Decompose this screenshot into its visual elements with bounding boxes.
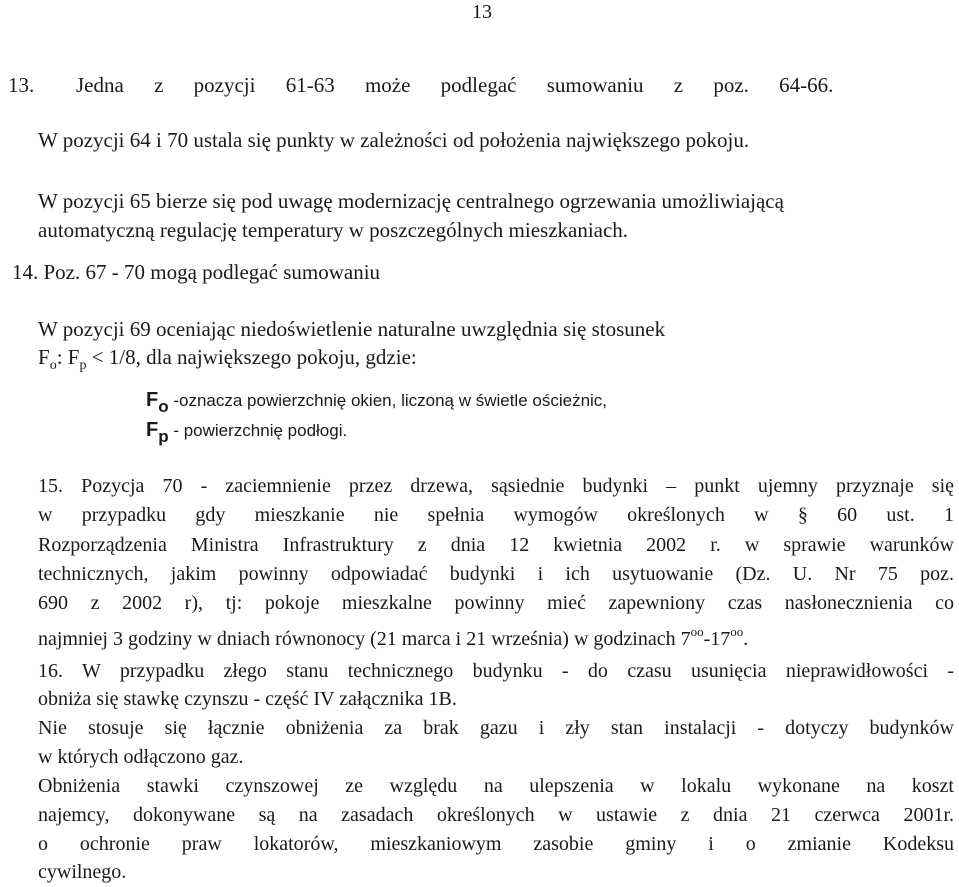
symbol-f: F — [146, 389, 159, 411]
paragraph-line — [38, 620, 748, 651]
paragraph-line: obniża się stawkę czynszu - część IV załącznika 1B. — [38, 688, 457, 710]
symbol-f: F — [38, 345, 50, 369]
line-text: najmniej 3 godziny w dniach równonocy (21 marca i 21 września) w godzinach 7 — [38, 628, 691, 650]
paragraph-line: Rozporządzenia Ministra Infrastruktury z dnia 12 kwietnia 2002 r. w sprawie warunków — [38, 534, 954, 556]
subscript-o: o — [158, 397, 169, 416]
paragraph-line: Jedna z pozycji 61-63 może podlegać sumowaniu z poz. 64-66. — [76, 73, 834, 97]
paragraph-line: najemcy, dokonywane są na zasadach określonych w ustawie z dnia 21 czerwca 2001r. — [38, 804, 954, 826]
superscript: oo — [690, 624, 704, 639]
paragraph-line: W pozycji 65 bierze się pod uwagę modernizację centralnego ogrzewania umożliwiającą — [38, 189, 784, 213]
section-heading: 14. Poz. 67 - 70 mogą podlegać sumowaniu — [12, 260, 381, 284]
line-text: . — [743, 628, 749, 650]
ratio-colon: : — [56, 345, 68, 369]
symbol-f: F — [67, 345, 80, 369]
paragraph-line: automatyczną regulację temperatury w poszczególnych mieszkaniach. — [38, 218, 629, 242]
ratio-text: < 1/8, dla największego pokoju, gdzie: — [86, 345, 417, 369]
symbol-f: F — [146, 419, 159, 441]
item-number: 13. — [8, 73, 35, 97]
definition-text: - powierzchnię podłogi. — [168, 421, 348, 440]
paragraph-line: Obniżenia stawki czynszowej ze względu na ulepszenia w lokalu wykonane na koszt — [38, 775, 954, 797]
paragraph-line: w przypadku gdy mieszkanie nie spełnia wymogów określonych w § 60 ust. 1 — [38, 504, 954, 526]
paragraph-line: W pozycji 69 oceniając niedoświetlenie naturalne uwzględnia się stosunek — [38, 317, 666, 341]
page-number: 13 — [472, 1, 492, 23]
subscript-p: p — [79, 358, 87, 373]
subscript-o: o — [49, 358, 57, 373]
paragraph-line: W pozycji 64 i 70 ustala się punkty w zależności od położenia największego pokoju. — [38, 128, 750, 152]
paragraph-line: 16. W przypadku złego stanu technicznego budynku - do czasu usunięcia nieprawidłowości - — [38, 660, 954, 682]
line-text: -17 — [703, 628, 731, 650]
superscript: oo — [730, 624, 744, 639]
paragraph-line: o ochronie praw lokatorów, mieszkaniowym zasobie gminy i o zmianie Kodeksu — [38, 833, 954, 855]
paragraph-line: technicznych, jakim powinny odpowiadać budynki i ich usytuowanie (Dz. U. Nr 75 poz. — [38, 563, 954, 585]
definition-fp — [146, 420, 347, 447]
paragraph-line: w których odłączono gaz. — [38, 746, 244, 768]
paragraph-line: cywilnego. — [38, 861, 127, 883]
paragraph-line: Nie stosuje się łącznie obniżenia za brak gazu i zły stan instalacji - dotyczy budynków — [38, 717, 954, 739]
subscript-p: p — [158, 427, 169, 446]
definition-text: -oznacza powierzchnię okien, liczoną w świetle ościeżnic, — [168, 391, 608, 410]
definition-fo — [146, 390, 607, 417]
paragraph-line: 15. Pozycja 70 - zaciemnienie przez drzewa, sąsiednie budynki – punkt ujemny przyznaje się — [38, 475, 954, 497]
paragraph-line: 690 z 2002 r), tj: pokoje mieszkalne powinny mieć zapewniony czas nasłonecznienia co — [38, 592, 954, 614]
ratio-line — [38, 345, 417, 378]
